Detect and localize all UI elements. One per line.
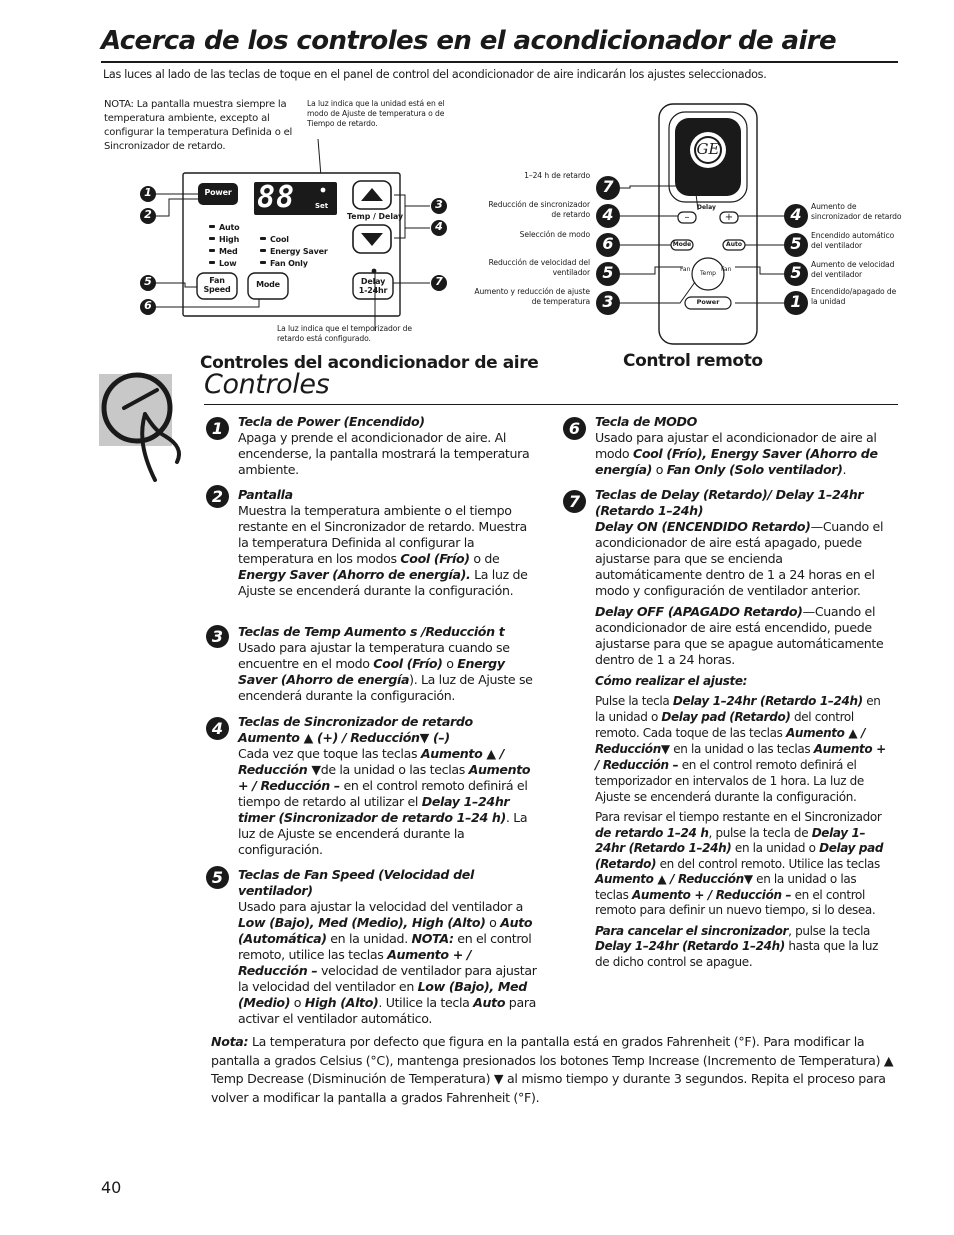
item-6-body: Usado para ajustar el acondicionador de aire al modo Cool (Frío), Energy Saver (Ahorro de energía) o Fan Only (Solo ventilador).	[595, 430, 878, 477]
ge-logo: GE	[696, 140, 720, 158]
mode-button[interactable]: Mode	[256, 280, 280, 289]
remote-fan-minus-label[interactable]: Fan	[680, 266, 691, 273]
remote-label-delay-1-24: 1–24 h de retardo	[524, 171, 590, 180]
fan-speed-button[interactable]: Fan Speed	[203, 276, 231, 294]
touch-hand-icon	[99, 372, 199, 484]
remote-callout-1: 1	[790, 292, 802, 311]
remote-label-power: Encendido/apagado de la unidad	[811, 287, 897, 306]
op-mode-energy-saver: Energy Saver	[270, 247, 328, 256]
power-button[interactable]: Power	[204, 188, 232, 197]
item-number-2: 2	[206, 485, 229, 508]
section-title: Controles	[204, 369, 330, 400]
remote-label-mode: Selección de modo	[519, 230, 590, 239]
remote-temp-label: Temp	[700, 270, 716, 277]
remote-diagram	[595, 102, 815, 347]
fan-mode-low: Low	[219, 259, 237, 268]
item-4-heading: Teclas de Sincronizador de retardo Aumento ▲ (+) / Reducción▼ (–)	[238, 714, 473, 745]
fan-mode-list	[219, 222, 239, 270]
item-5	[238, 867, 538, 1027]
op-mode-fan-only: Fan Only	[270, 259, 308, 268]
item-3	[238, 624, 538, 704]
callout-1: 1	[144, 186, 152, 199]
remote-label-fan-up: Aumento de velocidad del ventilador	[811, 260, 895, 279]
callout-3: 3	[435, 198, 443, 211]
remote-delay-plus-button[interactable]: +	[724, 212, 734, 223]
fan-mode-med: Med	[219, 247, 238, 256]
item-1-body: Apaga y prende el acondicionador de aire. Al encenderse, la pantalla mostrará la temperatura ambiente.	[238, 430, 530, 477]
remote-label-temp: Aumento y reducción de ajuste de temperatura	[474, 287, 590, 306]
op-mode-cool: Cool	[270, 235, 289, 244]
item-4-body: Cada vez que toque las teclas Aumento ▲ / Reducción ▼de la unidad o las teclas Aumento + / Reducción – en el control remoto definirá el tiempo de retardo al utilizar el Delay 1–24hr timer (Sincronizador de retardo 1–24 h). La luz de Ajuste se encenderá durante la configuración.	[238, 746, 531, 857]
delay-light-note: La luz indica que el temporizador de retardo está configurado.	[277, 324, 412, 343]
item-number-7: 7	[563, 490, 586, 513]
page-title: Acerca de los controles en el acondicionador de aire	[101, 26, 837, 56]
callout-7: 7	[435, 275, 443, 288]
remote-callout-6: 6	[602, 234, 614, 253]
page-number: 40	[101, 1178, 122, 1197]
item-4	[238, 714, 538, 858]
remote-power-button[interactable]: Power	[696, 298, 720, 306]
remote-callout-5-right-a: 5	[790, 234, 802, 253]
remote-callout-5-left: 5	[602, 263, 614, 282]
fan-mode-high: High	[219, 235, 240, 244]
note-text: La temperatura por defecto que figura en la pantalla está en grados Fahrenheit (°F). Para modificar la pantalla a grados Celsius (°C), mantenga presionados los botones Temp Increase (Incremento de Temperatura) ▲ Temp Decrease (Disminución de Temperatura) ▼ al mismo tiempo y durante 3 segundos. Repita el proceso para volver a modificar la pantalla a grados Fahrenheit (°F).	[211, 1034, 894, 1105]
callout-6: 6	[144, 299, 152, 312]
set-indicator: Set	[315, 202, 329, 210]
item-7-how-to: Cómo realizar el ajuste:	[595, 674, 748, 688]
fahrenheit-note	[211, 1033, 901, 1107]
callout-4: 4	[435, 220, 443, 233]
remote-label-fan-down: Reducción de velocidad del ventilador	[488, 258, 590, 277]
temp-up-button[interactable]	[353, 181, 391, 209]
item-6	[595, 414, 883, 478]
item-7-heading: Teclas de Delay (Retardo)/ Delay 1–24hr (Retardo 1–24h)	[595, 487, 864, 518]
item-7-delay-off: Delay OFF (APAGADO Retardo)—Cuando el acondicionador de aire está encendido, puede ajustarse para que se apague automáticamente dentro de 1 a 24 horas.	[595, 604, 884, 667]
remote-callout-4-right: 4	[790, 205, 802, 224]
remote-caption: Control remoto	[623, 351, 763, 371]
temperature-display: 88	[257, 180, 296, 215]
title-divider	[101, 61, 898, 63]
item-number-1: 1	[206, 417, 229, 440]
item-7-delay-on: Delay ON (ENCENDIDO Retardo)—Cuando el acondicionador de aire está apagado, puede ajustarse para que se encienda automáticamente dentro de 1 a 24 horas en el modo y configuración de ventilador anterior.	[595, 519, 884, 598]
item-6-heading: Tecla de MODO	[595, 414, 697, 429]
item-1	[238, 414, 538, 478]
remote-callout-5-right-b: 5	[790, 263, 802, 282]
panel-caption: Controles del acondicionador de aire	[200, 353, 539, 373]
item-number-3: 3	[206, 625, 229, 648]
remote-delay-label: Delay	[697, 204, 716, 211]
remote-auto-button[interactable]: Auto	[726, 241, 742, 248]
temp-delay-label: Temp / Delay	[347, 212, 404, 221]
item-7-cancel: Para cancelar el sincronizador, pulse la tecla Delay 1–24hr (Retardo 1–24h) hasta que la luz de dicho control se apague.	[595, 923, 879, 969]
item-5-heading: Teclas de Fan Speed (Velocidad del ventilador)	[238, 867, 474, 898]
item-3-body: Usado para ajustar la temperatura cuando se encuentre en el modo Cool (Frío) o Energy Saver (Ahorro de energía). La luz de Ajuste se encenderá durante la configuración.	[238, 640, 533, 703]
remote-callout-4-left: 4	[602, 205, 614, 224]
item-2	[238, 487, 538, 599]
section-divider	[204, 404, 898, 405]
intro-text: Las luces al lado de las teclas de toque en el panel de control del acondicionador de aire indicarán los ajustes seleccionados.	[103, 68, 767, 81]
fan-mode-auto: Auto	[219, 223, 240, 232]
delay-button[interactable]: Delay 1-24hr	[358, 277, 388, 295]
item-7-check-time: Para revisar el tiempo restante en el Sincronizador de retardo 1–24 h, pulse la tecla de Delay 1–24hr (Retardo 1–24h) en la unidad o Delay pad (Retardo) en del control remoto. Utilice las teclas Aumento ▲ / Reducción▼ en la unidad o las teclas Aumento + / Reducción – en el control remoto para definir un nuevo tiempo, si lo desea.	[595, 810, 884, 917]
item-7-steps: Pulse la tecla Delay 1–24hr (Retardo 1–24h) en la unidad o Delay pad (Retardo) del control remoto. Cada toque de las teclas Aumento ▲ / Reducción▼ en la unidad o las teclas Aumento + / Reducción – en el control remoto definirá el temporizador en intervalos de 1 hora. La luz de Ajuste se encenderá durante la configuración.	[595, 694, 886, 804]
temp-down-button[interactable]	[353, 225, 391, 253]
remote-mode-button[interactable]: Mode	[672, 241, 692, 248]
remote-label-auto-fan: Encendido automático del ventilador	[811, 231, 895, 250]
item-2-body: Muestra la temperatura ambiente o el tiempo restante en el Sincronizador de retardo. Muestra la temperatura Definida al configurar la temperatura en los modos Cool (Frío) o de Energy Saver (Ahorro de energía). La luz de Ajuste se encenderá durante la configuración.	[238, 503, 528, 598]
remote-delay-minus-button[interactable]: –	[684, 212, 690, 223]
remote-callout-7: 7	[602, 177, 614, 196]
remote-label-delay-down: Reducción de sincronizador de retardo	[488, 200, 590, 219]
remote-label-delay-up: Aumento de sincronizador de retardo	[811, 202, 902, 221]
set-light-note: La luz indica que la unidad está en el modo de Ajuste de temperatura o de Tiempo de retardo.	[307, 99, 445, 128]
note-label: Nota:	[211, 1034, 249, 1049]
remote-callout-3: 3	[602, 292, 614, 311]
remote-fan-plus-label[interactable]: Fan	[721, 266, 732, 273]
item-7	[595, 487, 893, 970]
op-mode-list	[270, 234, 328, 270]
callout-5: 5	[144, 275, 152, 288]
item-5-body: Usado para ajustar la velocidad del ventilador a Low (Bajo), Med (Medio), High (Alto) o Auto (Automática) en la unidad. NOTA: en el control remoto, utilice las teclas Aumento + / Reducción – velocidad de ventilador para ajustar la velocidad del ventilador en Low (Bajo), Med (Medio) o High (Alto). Utilice la tecla Auto para activar el ventilador automático.	[238, 899, 537, 1026]
item-number-4: 4	[206, 717, 229, 740]
display-note: NOTA: La pantalla muestra siempre la temperatura ambiente, excepto al configurar la temperatura Definida o el Sincronizador de retardo.	[104, 99, 293, 152]
item-1-heading: Tecla de Power (Encendido)	[238, 414, 425, 429]
item-number-5: 5	[206, 866, 229, 889]
item-3-heading: Teclas de Temp Aumento s /Reducción t	[238, 624, 505, 639]
item-number-6: 6	[563, 417, 586, 440]
item-2-heading: Pantalla	[238, 487, 293, 502]
callout-2: 2	[144, 208, 152, 221]
